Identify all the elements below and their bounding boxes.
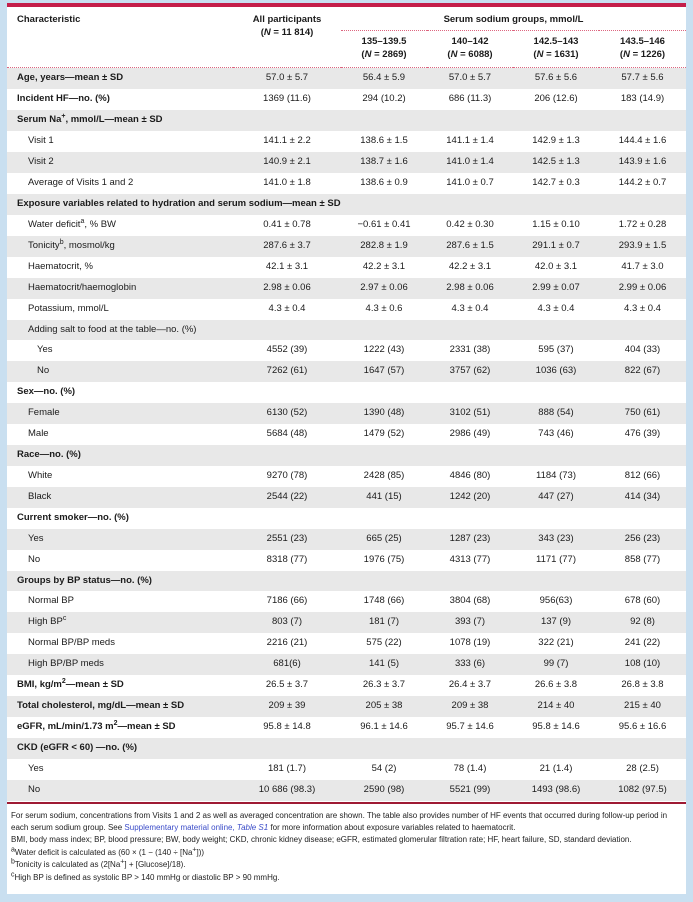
column-header-group: [341, 30, 427, 68]
cell-value: 141.1 ± 2.2: [263, 135, 311, 147]
table-row: [7, 633, 686, 654]
cell-value: 1976 (75): [363, 553, 405, 565]
cell-value: 8318 (77): [266, 553, 308, 565]
cell-value: 2.98 ± 0.06: [446, 281, 494, 293]
cell-value: 95.8 ± 14.8: [263, 721, 311, 733]
cell-value: 205 ± 38: [365, 700, 403, 712]
row-label: Visit 1: [28, 135, 54, 147]
section-header-row: [7, 194, 686, 215]
supplementary-material-link[interactable]: Supplementary material online,: [124, 823, 237, 833]
cell-value: 7186 (66): [266, 595, 308, 607]
footnote: $^a$Water deficit is calculated as (60 × (1 − (140 ÷ [Na+])): [11, 846, 205, 857]
table-row: [7, 550, 686, 571]
cell-value: 2.97 ± 0.06: [360, 281, 408, 293]
cell-value: 1647 (57): [363, 365, 405, 377]
table-row: [7, 152, 686, 173]
cell-value: 1287 (23): [449, 532, 491, 544]
characteristics-table: [7, 7, 686, 801]
row-label: CKD (eGFR < 60) —no. (%): [17, 741, 138, 753]
cell-value: 2590 (98): [363, 783, 405, 795]
group-n-label: (N = 2869): [361, 48, 407, 60]
row-label: Normal BP: [28, 595, 74, 607]
row-label: Haematocrit/haemoglobin: [28, 281, 137, 293]
cell-value: 4313 (77): [449, 553, 491, 565]
table-row: [7, 215, 686, 236]
cell-value: 26.5 ± 3.7: [265, 679, 309, 691]
cell-value: 78 (1.4): [453, 762, 487, 774]
cell-value: 26.6 ± 3.8: [534, 679, 578, 691]
footnote: $^c$High BP is defined as systolic BP > 140 mmHg or diastolic BP > 90 mmHg.: [11, 871, 280, 882]
row-label: Yes: [37, 344, 53, 356]
cell-value: 214 ± 40: [537, 700, 575, 712]
cell-value: 1222 (43): [363, 344, 405, 356]
cell-value: 291.1 ± 0.7: [532, 239, 580, 251]
cell-value: 1369 (11.6): [263, 93, 311, 105]
table-row: [7, 591, 686, 612]
cell-value: 141.0 ± 1.8: [263, 177, 311, 189]
cell-value: 181 (7): [368, 616, 400, 628]
cell-value: 681(6): [273, 658, 301, 670]
row-label: BMI, $kg/m^2—mean$ ± SD: [17, 678, 124, 691]
cell-value: 287.6 ± 1.5: [446, 239, 494, 251]
cell-value: 256 (23): [624, 532, 661, 544]
footnote: BMI, body mass index; BP, blood pressure; BW, body weight; CKD, chronic kidney disease; eGFR, estimated glomerular filtration rate; HF, heart failure, SD, standard deviation.: [11, 835, 632, 845]
cell-value: 2331 (38): [449, 344, 491, 356]
cell-value: −0.61 ± 0.41: [357, 218, 411, 230]
cell-value: 241 (22): [624, 637, 661, 649]
cell-value: 2.99 ± 0.07: [532, 281, 580, 293]
cell-value: 2.99 ± 0.06: [618, 281, 667, 293]
cell-value: 4.3 ± 0.6: [365, 302, 403, 314]
cell-value: 678 (60): [624, 595, 661, 607]
table-row: [7, 675, 686, 696]
column-header-group: [513, 30, 599, 68]
cell-value: 333 (6): [454, 658, 486, 670]
table-row: [7, 131, 686, 152]
cell-value: 21 (1.4): [539, 762, 573, 774]
cell-value: 1078 (19): [449, 637, 491, 649]
cell-value: 5684 (48): [266, 428, 308, 440]
cell-value: 2428 (85): [363, 469, 405, 481]
cell-value: 743 (46): [538, 428, 574, 440]
section-header-row: [7, 445, 686, 466]
cell-value: 138.6 ± 0.9: [360, 177, 408, 189]
column-header-characteristic: [7, 7, 233, 68]
cell-value: 0.41 ± 0.78: [263, 218, 311, 230]
cell-value: 4.3 ± 0.4: [624, 302, 661, 314]
cell-value: 441 (15): [366, 490, 402, 502]
cell-value: 2551 (23): [266, 532, 308, 544]
cell-value: 5521 (99): [449, 783, 491, 795]
row-label: High $BP^c$: [28, 615, 67, 628]
cell-value: 575 (22): [366, 637, 402, 649]
cell-value: 293.9 ± 1.5: [618, 239, 667, 251]
superscript: +: [120, 858, 125, 866]
cell-value: 143.9 ± 1.6: [618, 156, 667, 168]
table-row: [7, 487, 686, 508]
group-range-label: 143.5–146: [620, 35, 665, 47]
table-row: [7, 696, 686, 717]
row-label: Black: [28, 490, 52, 502]
section-header-row: [7, 738, 686, 759]
cell-value: 476 (39): [624, 428, 661, 440]
column-header-group: [599, 30, 686, 68]
cell-value: 750 (61): [624, 407, 661, 419]
table-row: [7, 612, 686, 633]
row-label: eGFR, mL/min/1.73 $m^2—mean$ ± SD: [17, 719, 176, 733]
cell-value: 282.8 ± 1.9: [360, 239, 408, 251]
row-label: Current smoker—no. (%): [17, 511, 129, 523]
cell-value: 4.3 ± 0.4: [268, 302, 306, 314]
table-row: [7, 717, 686, 738]
cell-value: 141.0 ± 1.4: [446, 156, 494, 168]
cell-value: 181 (1.7): [267, 762, 307, 774]
cell-value: 10 686 (98.3): [258, 783, 316, 795]
cell-value: 9270 (78): [266, 469, 308, 481]
row-label: Incident HF—no. (%): [17, 93, 110, 105]
cell-value: 1.15 ± 0.10: [532, 218, 580, 230]
cell-value: 294 (10.2): [362, 93, 406, 105]
cell-value: 42.0 ± 3.1: [534, 260, 578, 272]
cell-value: 183 (14.9): [620, 93, 665, 105]
cell-value: 141.0 ± 0.7: [446, 177, 494, 189]
cell-value: 3757 (62): [449, 365, 491, 377]
table-row: [7, 759, 686, 780]
row-label: Tonicity$^b$, mosmol/kg: [28, 238, 115, 251]
cell-value: 54 (2): [371, 762, 397, 774]
row-label: Groups by BP status—no. (%): [17, 574, 152, 586]
cell-value: 57.0 ± 5.7: [265, 72, 309, 84]
cell-value: 28 (2.5): [626, 762, 659, 774]
group-n-label: (N = 1631): [533, 48, 579, 60]
cell-value: 595 (37): [538, 344, 574, 356]
table-header-row: [7, 7, 686, 30]
cell-value: 6130 (52): [266, 407, 308, 419]
cell-value: 686 (11.3): [448, 93, 492, 105]
table-row: [7, 257, 686, 278]
cell-value: 322 (21): [538, 637, 574, 649]
cell-value: 206 (12.6): [534, 93, 578, 105]
group-range-label: 135–139.5: [361, 35, 407, 47]
row-label: Potassium, mmol/L: [28, 302, 109, 314]
cell-value: 141.1 ± 1.4: [446, 135, 494, 147]
group-n-label: (N = 6088): [447, 48, 493, 60]
cell-value: 7262 (61): [266, 365, 308, 377]
cell-value: 1390 (48): [363, 407, 405, 419]
cell-value: 95.6 ± 16.6: [618, 721, 667, 733]
cell-value: 1.72 ± 0.28: [618, 218, 667, 230]
cell-value: 812 (66): [624, 469, 661, 481]
row-label: Yes: [28, 532, 44, 544]
row-label: Total cholesterol, mg/dL—mean ± SD: [17, 700, 185, 712]
group-range-label: 142.5–143: [533, 35, 579, 47]
all-participants-n: (N = 11 814): [260, 26, 314, 38]
cell-value: 95.8 ± 14.6: [532, 721, 580, 733]
cell-value: 142.9 ± 1.3: [532, 135, 580, 147]
cell-value: 138.7 ± 1.6: [360, 156, 408, 168]
column-header-serum-groups: [341, 7, 686, 30]
cell-value: 1748 (66): [363, 595, 405, 607]
section-header-row: [7, 320, 686, 341]
cell-value: 1493 (98.6): [531, 783, 581, 795]
superscript: +: [192, 846, 197, 854]
group-n-label: (N = 1226): [619, 48, 666, 60]
cell-value: 41.7 ± 3.0: [621, 260, 664, 272]
cell-value: 1184 (73): [536, 469, 576, 481]
row-label: Water deficit$^a$, % BW: [28, 217, 117, 230]
column-header-all-participants: [233, 7, 341, 68]
cell-value: 1242 (20): [449, 490, 491, 502]
cell-value: 209 ± 39: [268, 700, 306, 712]
cell-value: 404 (33): [624, 344, 661, 356]
cell-value: 3804 (68): [449, 595, 491, 607]
serum-groups-label: Serum sodium groups, mmol/L: [443, 14, 584, 25]
cell-value: 858 (77): [624, 553, 661, 565]
cell-value: 2216 (21): [266, 637, 308, 649]
table-row: [7, 529, 686, 550]
cell-value: 2544 (22): [266, 490, 308, 502]
row-label: Visit 2: [28, 156, 54, 168]
cell-value: 42.1 ± 3.1: [265, 260, 309, 272]
table-row: [7, 68, 686, 89]
cell-value: 4.3 ± 0.4: [451, 302, 489, 314]
row-label: No: [28, 553, 41, 565]
row-label: Female: [28, 407, 60, 419]
cell-value: 26.4 ± 3.7: [448, 679, 492, 691]
cell-value: 57.0 ± 5.7: [448, 72, 492, 84]
cell-value: 137 (9): [540, 616, 572, 628]
row-label: No: [28, 783, 41, 795]
cell-value: 343 (23): [538, 532, 574, 544]
cell-value: 144.2 ± 0.7: [618, 177, 667, 189]
cell-value: 96.1 ± 14.6: [360, 721, 408, 733]
cell-value: 95.7 ± 14.6: [446, 721, 494, 733]
cell-value: 803 (7): [271, 616, 303, 628]
cell-value: 138.6 ± 1.5: [360, 135, 408, 147]
cell-value: 56.4 ± 5.9: [362, 72, 406, 84]
cell-value: 414 (34): [624, 490, 661, 502]
table-row: [7, 236, 686, 257]
cell-value: 26.8 ± 3.8: [621, 679, 664, 691]
row-label: Male: [28, 428, 49, 440]
all-participants-label: All participants: [252, 14, 322, 25]
cell-value: 4552 (39): [266, 344, 308, 356]
row-label: Race—no. (%): [17, 449, 81, 461]
cell-value: 3102 (51): [449, 407, 491, 419]
cell-value: 1082 (97.5): [618, 783, 667, 795]
cell-value: 142.5 ± 1.3: [532, 156, 580, 168]
cell-value: 92 (8): [630, 616, 655, 628]
row-label: Exposure variables related to hydration and serum sodium—mean ± SD: [17, 197, 341, 209]
table-row: [7, 89, 686, 110]
table-row: [7, 424, 686, 445]
table-row: [7, 340, 686, 361]
table-header: [7, 7, 686, 68]
row-label: Normal BP/BP meds: [28, 637, 115, 649]
row-label: High BP/BP meds: [28, 658, 104, 670]
section-header-row: [7, 382, 686, 403]
cell-value: 393 (7): [454, 616, 486, 628]
cell-value: 209 ± 38: [451, 700, 489, 712]
row-label: Age, years—mean ± SD: [17, 72, 124, 84]
cell-value: 0.42 ± 0.30: [446, 218, 494, 230]
cell-value: 447 (27): [538, 490, 574, 502]
cell-value: 665 (25): [366, 532, 402, 544]
table-row: [7, 654, 686, 675]
cell-value: 99 (7): [543, 658, 569, 670]
cell-value: 888 (54): [538, 407, 574, 419]
row-label: Average of Visits 1 and 2: [28, 177, 134, 189]
cell-value: 822 (67): [624, 365, 661, 377]
cell-value: 1036 (63): [535, 365, 577, 377]
cell-value: 140.9 ± 2.1: [263, 156, 311, 168]
cell-value: 42.2 ± 3.1: [448, 260, 492, 272]
cell-value: 26.3 ± 3.7: [362, 679, 406, 691]
cell-value: 42.2 ± 3.1: [362, 260, 406, 272]
table-row: [7, 403, 686, 424]
cell-value: 57.7 ± 5.6: [621, 72, 664, 84]
cell-value: 108 (10): [624, 658, 661, 670]
cell-value: 956(63): [539, 595, 573, 607]
footnotes: [7, 804, 686, 890]
table-row: [7, 173, 686, 194]
table-row: [7, 299, 686, 320]
cell-value: 4.3 ± 0.4: [537, 302, 575, 314]
section-header-row: [7, 508, 686, 529]
cell-value: 2986 (49): [449, 428, 491, 440]
cell-value: 57.6 ± 5.6: [534, 72, 578, 84]
cell-value: 4846 (80): [449, 469, 491, 481]
section-header-row: [7, 571, 686, 592]
column-header-group: [427, 30, 513, 68]
table-row: [7, 278, 686, 299]
cell-value: 144.4 ± 1.6: [618, 135, 667, 147]
cell-value: 141 (5): [368, 658, 400, 670]
table-row: [7, 780, 686, 801]
row-label: Adding salt to food at the table—no. (%): [28, 323, 197, 335]
table-row: [7, 361, 686, 382]
table-container: [7, 3, 686, 894]
characteristic-header-label: Characteristic: [17, 14, 81, 25]
cell-value: 215 ± 40: [624, 700, 661, 712]
row-label: White: [28, 469, 53, 481]
cell-value: 1479 (52): [363, 428, 405, 440]
cell-value: 287.6 ± 3.7: [263, 239, 311, 251]
row-label: Sex—no. (%): [17, 386, 76, 398]
row-label: Serum Na+, mmol/L—mean ± SD: [17, 113, 163, 126]
footnote: $^b$Tonicity is calculated as (2[Na+] + [Glucose]/18).: [11, 858, 186, 870]
cell-value: 1171 (77): [536, 553, 576, 565]
table-body: [7, 68, 686, 801]
cell-value: 142.7 ± 0.3: [532, 177, 580, 189]
row-label: No: [37, 365, 50, 377]
row-label: Haematocrit, %: [28, 260, 93, 272]
section-header-row: [7, 110, 686, 131]
row-label: Yes: [28, 762, 44, 774]
cell-value: 2.98 ± 0.06: [263, 281, 311, 293]
footnote: For serum sodium, concentrations from Visits 1 and 2 as well as averaged concentration are shown. The table also provides number of HF events that occurred during follow-up period in each serum sodium group. See Supplementary material online, Table S1 for more information about exposure variables related to haematocrit.: [11, 810, 668, 833]
table-row: [7, 466, 686, 487]
group-range-label: 140–142: [451, 35, 489, 47]
supplementary-material-link[interactable]: Table S1: [236, 823, 269, 833]
